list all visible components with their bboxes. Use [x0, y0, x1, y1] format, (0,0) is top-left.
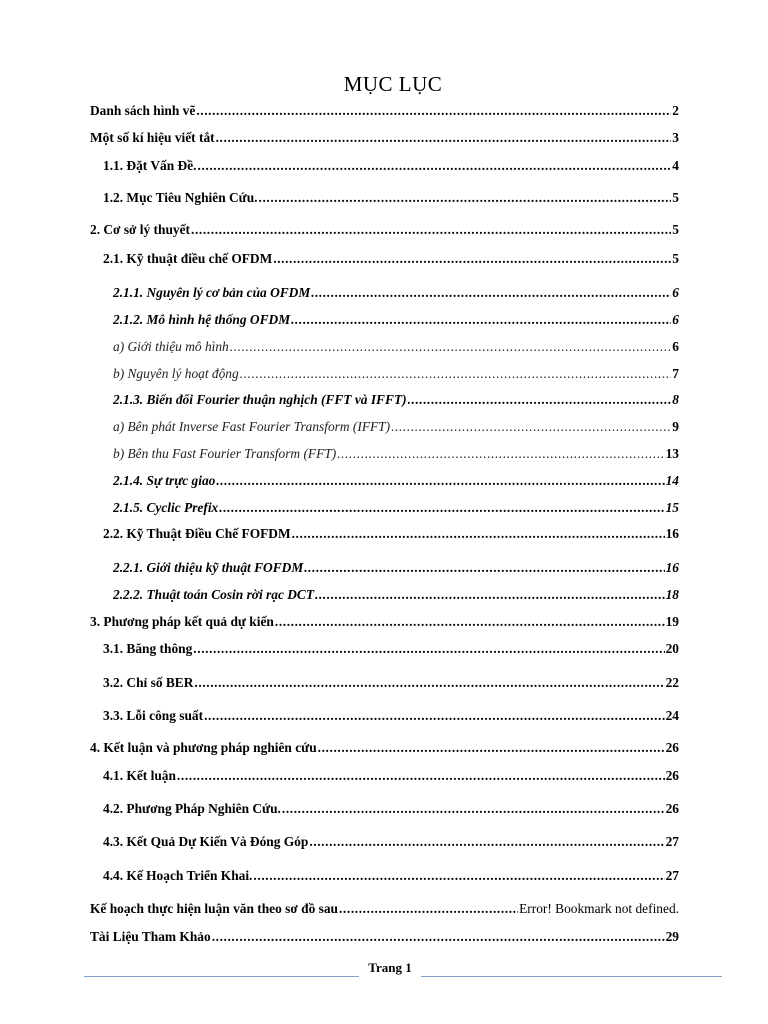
toc-entry[interactable]: [113, 472, 679, 490]
toc-entry-label: 3.2. Chỉ số BER: [103, 675, 194, 690]
toc-entry[interactable]: [103, 525, 679, 543]
toc-entry[interactable]: [103, 833, 679, 851]
toc-entry-label: b) Bên thu Fast Fourier Transform (FFT): [113, 446, 337, 461]
toc-entry-label: 1.1. Đặt Vấn Đề.: [103, 158, 197, 173]
toc-entry-page: Error! Bookmark not defined.: [519, 901, 679, 916]
toc-entry-label: 2.1.5. Cyclic Prefix: [113, 500, 219, 515]
toc-entry[interactable]: [103, 674, 679, 692]
dot-leader: [311, 284, 671, 302]
footer-rule-right: [421, 976, 722, 977]
toc-entry[interactable]: [113, 586, 679, 604]
toc-entry-page: 15: [665, 500, 679, 515]
toc-entry-page: 14: [665, 473, 679, 488]
toc-entry-label: 1.2. Mục Tiêu Nghiên Cứu.: [103, 190, 258, 205]
toc-entry-page: 9: [672, 419, 679, 434]
toc-entry-label: a) Bên phát Inverse Fast Fourier Transform (IFFT): [113, 419, 391, 434]
toc-entry[interactable]: [90, 129, 679, 147]
toc-entry-page: 20: [665, 641, 679, 656]
dot-leader: [318, 739, 665, 757]
toc-entry[interactable]: [103, 640, 679, 658]
toc-entry[interactable]: [103, 767, 679, 785]
dot-leader: [282, 800, 665, 818]
toc-entry-label: 2.1. Kỹ thuật điều chế OFDM: [103, 251, 273, 266]
toc-entry[interactable]: [113, 445, 679, 463]
toc-entry[interactable]: [113, 391, 679, 409]
dot-leader: [304, 559, 664, 577]
toc-entry[interactable]: [103, 800, 679, 818]
toc-entry[interactable]: [113, 365, 679, 383]
toc-entry[interactable]: [103, 867, 679, 885]
dot-leader: [219, 499, 664, 517]
dot-leader: [292, 525, 665, 543]
toc-entry-page: 29: [665, 929, 679, 944]
dot-leader: [391, 418, 671, 436]
toc-entry-page: 6: [672, 312, 679, 327]
page-number: Trang 1: [368, 960, 412, 975]
dot-leader: [315, 586, 665, 604]
dot-leader: [339, 900, 518, 918]
toc-entry-page: 27: [665, 834, 679, 849]
toc-entry[interactable]: [90, 613, 679, 631]
dot-leader: [216, 472, 664, 490]
toc-entry-label: 4.2. Phương Pháp Nghiên Cứu.: [103, 801, 281, 816]
toc-entry[interactable]: [90, 102, 679, 120]
dot-leader: [196, 102, 671, 120]
toc-entry-page: 16: [665, 526, 679, 541]
toc-entry-label: a) Giới thiệu mô hình: [113, 339, 229, 354]
toc-entry-label: Một số kí hiệu viết tắt: [90, 130, 215, 145]
toc-entry-page: 26: [665, 740, 679, 755]
toc-entry-page: 26: [665, 768, 679, 783]
toc-entry[interactable]: [113, 284, 679, 302]
toc-entry-label: 2.1.2. Mô hình hệ thống OFDM: [113, 312, 291, 327]
toc-entry-page: 4: [672, 158, 679, 173]
toc-entry[interactable]: [103, 250, 679, 268]
dot-leader: [216, 129, 672, 147]
toc-entry-label: 4. Kết luận và phương pháp nghiên cứu: [90, 740, 317, 755]
toc-entry-label: 3.3. Lỗi công suất: [103, 708, 204, 723]
dot-leader: [291, 311, 671, 329]
toc-entry-label: Tài Liệu Tham Khảo: [90, 929, 211, 944]
toc-entry-label: 2.1.1. Nguyên lý cơ bản của OFDM: [113, 285, 311, 300]
toc-entry[interactable]: [90, 928, 679, 946]
toc-entry-page: 6: [672, 339, 679, 354]
toc-entry-page: 8: [672, 392, 679, 407]
toc-entry-label: b) Nguyên lý hoạt động: [113, 366, 239, 381]
toc-entry[interactable]: [90, 900, 679, 918]
dot-leader: [204, 707, 665, 725]
toc-entry-label: 3. Phương pháp kết quả dự kiến: [90, 614, 274, 629]
toc-entry[interactable]: [113, 418, 679, 436]
toc-entry-page: 5: [672, 222, 679, 237]
toc-entry-page: 19: [665, 614, 679, 629]
page-title: MỤC LỤC: [343, 72, 443, 96]
toc-entry-page: 24: [665, 708, 679, 723]
dot-leader: [193, 640, 664, 658]
dot-leader: [273, 250, 671, 268]
toc-entry[interactable]: [103, 157, 679, 175]
dot-leader: [198, 157, 672, 175]
toc-entry[interactable]: [113, 338, 679, 356]
toc-entry-page: 16: [665, 560, 679, 575]
dot-leader: [309, 833, 664, 851]
toc-entry-label: Danh sách hình vẽ: [90, 103, 196, 118]
toc-entry-page: 27: [665, 868, 679, 883]
dot-leader: [337, 445, 664, 463]
toc-entry-page: 22: [665, 675, 679, 690]
toc-entry[interactable]: [90, 221, 679, 239]
dot-leader: [253, 867, 664, 885]
toc-entry-page: 7: [672, 366, 679, 381]
toc-entry-page: 2: [672, 103, 679, 118]
dot-leader: [191, 221, 671, 239]
toc-entry[interactable]: [113, 311, 679, 329]
toc-entry-page: 26: [665, 801, 679, 816]
toc-entry-label: 2.2.2. Thuật toán Cosin rời rạc DCT: [113, 587, 315, 602]
dot-leader: [230, 338, 672, 356]
toc-entry-label: 4.3. Kết Quả Dự Kiến Và Đóng Góp: [103, 834, 309, 849]
dot-leader: [194, 674, 664, 692]
dot-leader: [177, 767, 665, 785]
dot-leader: [275, 613, 665, 631]
toc-entry-page: 6: [672, 285, 679, 300]
dot-leader: [212, 928, 665, 946]
toc-entry-page: 5: [672, 190, 679, 205]
dot-leader: [240, 365, 672, 383]
footer-rule-left: [84, 976, 359, 977]
dot-leader: [408, 391, 672, 409]
toc-entry[interactable]: [90, 739, 679, 757]
toc-entry-label: 4.4. Kế Hoạch Triển Khai.: [103, 868, 253, 883]
toc-entry-label: 2.2. Kỹ Thuật Điều Chế FOFDM: [103, 526, 291, 541]
toc-entry[interactable]: [103, 189, 679, 207]
toc-entry-page: 18: [665, 587, 679, 602]
toc-entry-label: 4.1. Kết luận: [103, 768, 176, 783]
toc-entry-label: 2.1.4. Sự trực giao: [113, 473, 216, 488]
toc-entry-label: 3.1. Băng thông: [103, 641, 193, 656]
page-footer: [0, 958, 768, 982]
toc-entry[interactable]: [113, 499, 679, 517]
toc-entry-page: 13: [665, 446, 679, 461]
toc-entry-label: Kế hoạch thực hiện luận văn theo sơ đồ sau: [90, 901, 338, 916]
toc-entry-page: 3: [672, 130, 679, 145]
toc-entry-page: 5: [672, 251, 679, 266]
toc-entry[interactable]: [103, 707, 679, 725]
toc-entry-label: 2.2.1. Giới thiệu kỹ thuật FOFDM: [113, 560, 304, 575]
toc-entry[interactable]: [113, 559, 679, 577]
dot-leader: [259, 189, 672, 207]
toc-entry-label: 2.1.3. Biến đổi Fourier thuận nghịch (FFT và IFFT): [113, 392, 407, 407]
toc-entry-label: 2. Cơ sở lý thuyết: [90, 222, 191, 237]
